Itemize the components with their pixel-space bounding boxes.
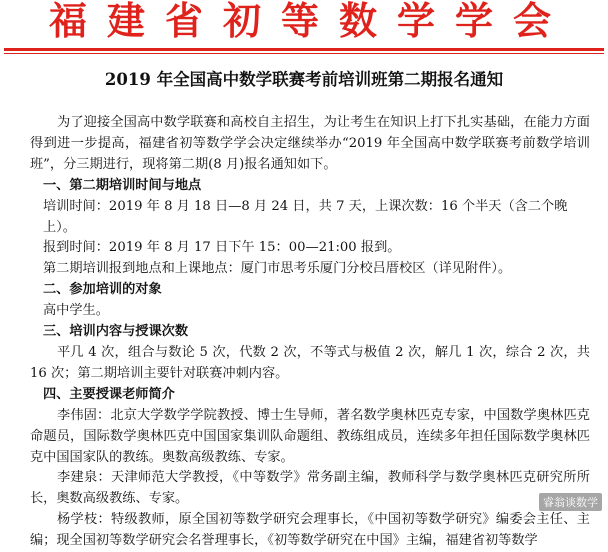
watermark-label: 睿翁谈数学 bbox=[539, 493, 602, 511]
training-time: 培训时间：2019 年 8 月 18 日—8 月 24 日，共 7 天，上课次数：16 个半天（含二个晚上）。 bbox=[43, 198, 568, 235]
letterhead-rule-thick bbox=[4, 48, 604, 51]
teacher-bio-1: 李伟固：北京大学数学学院教授、博士生导师，著名数学奥林匹克专家，中国数学奥林匹克命题员，国际数学奥林匹克中国国家集训队命题组、教练组成员，连续多年担任国际数学奥林匹克中国国家队的教练。奥数高级教练、专家。 bbox=[30, 407, 590, 465]
org-name: 福建省初等数学学会 bbox=[48, 0, 571, 43]
intro-paragraph: 为了迎接全国高中数学联赛和高校自主招生，为让考生在知识上打下扎实基础，在能力方面得到进一步提高，福建省初等数学学会决定继续举办“2019 年全国高中数学联赛考前数学培训班”，分三期进行，现将第二期(8 月)报名通知如下。 bbox=[30, 115, 590, 172]
registration-time: 报到时间：2019 年 8 月 17 日下午 15：00—21:00 报到。 bbox=[43, 240, 401, 256]
letterhead-rule-thin bbox=[4, 53, 604, 54]
section-1-heading: 一、第二期培训时间与地点 bbox=[43, 177, 202, 193]
section-3-heading: 三、培训内容与授课次数 bbox=[43, 324, 189, 340]
teacher-bio-3: 杨学枝：特级教师，原全国初等数学研究会理事长，《中国初等数学研究》编委会主任、主编；现全国初等数学研究会名誉理事长，《初等数学研究在中国》主编，福建省初等数学 bbox=[30, 512, 590, 549]
training-content: 平几 4 次，组合与数论 5 次，代数 2 次，不等式与极值 2 次，解几 1 次，综合 2 次，共 16 次；第二期培训主要针对联赛冲刺内容。 bbox=[30, 344, 590, 381]
document-title: 2019 年全国高中数学联赛考前培训班第二期报名通知 bbox=[104, 70, 504, 89]
document-body bbox=[30, 113, 590, 552]
section-2-heading: 二、参加培训的对象 bbox=[43, 282, 162, 298]
training-target: 高中学生。 bbox=[43, 303, 109, 319]
training-location: 第二期培训报到地点和上课地点：厦门市思考乐厦门分校吕厝校区（详见附件）。 bbox=[43, 261, 512, 277]
section-4-heading: 四、主要授课老师简介 bbox=[43, 386, 175, 402]
teacher-bio-2: 李建泉：天津师范大学教授，《中等数学》常务副主编，教师科学与数学奥林匹克研究所所长，奥数高级教练、专家。 bbox=[30, 470, 590, 507]
